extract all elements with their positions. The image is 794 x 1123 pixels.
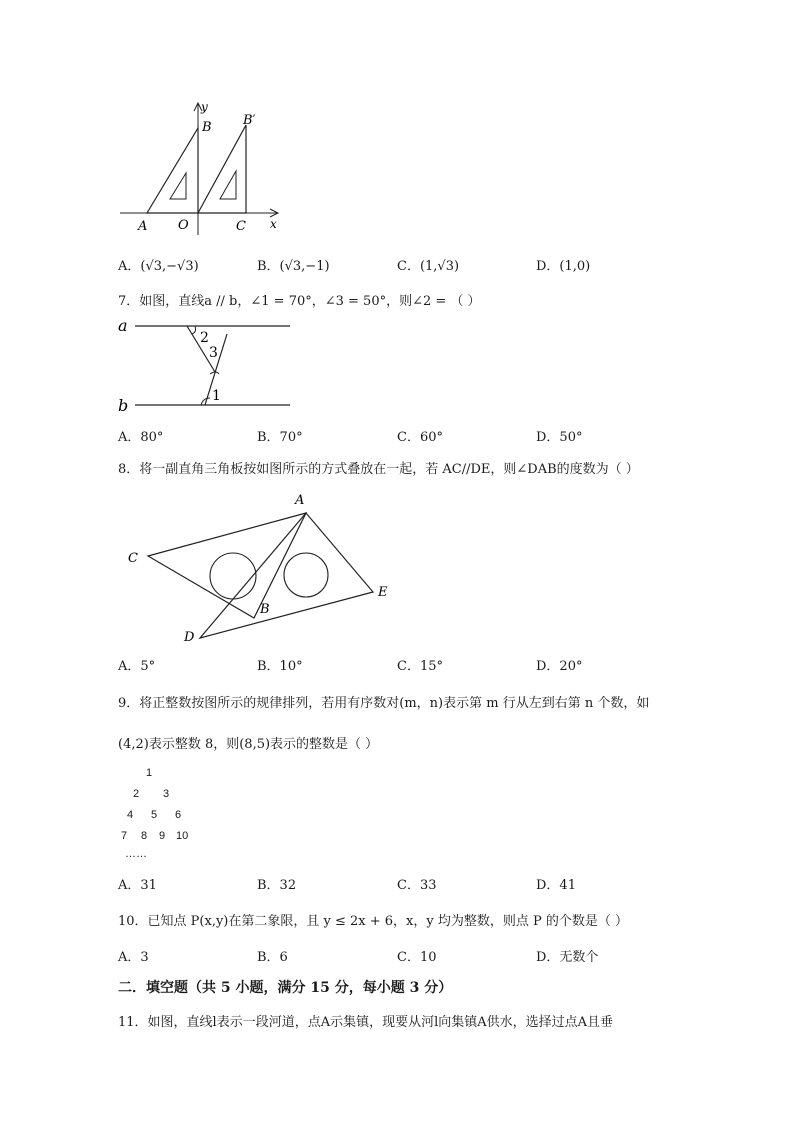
q9-option-c[interactable]: C．33 (397, 878, 437, 893)
q7-figure (115, 312, 305, 417)
q6-figure (110, 95, 310, 240)
q7-option-b[interactable]: B．70° (257, 430, 303, 445)
q10-question: 10．已知点 P(x,y)在第二象限，且 y ≤ 2x + 6，x，y 均为整数，则点 P 的个数是（ ） (118, 914, 628, 929)
q9-option-d[interactable]: D．41 (536, 878, 576, 893)
triangle-number-5: 5 (151, 809, 158, 821)
q9-question-line1: 9．将正整数按图所示的规律排列，若用有序数对(m，n)表示第 m 行从左到右第 n 个数，如 (118, 696, 650, 711)
point-o-label: O (178, 218, 189, 233)
triangle-number-4: 4 (127, 809, 134, 821)
triangle-number-7: 7 (121, 830, 128, 842)
point-b-prime-label: B′ (243, 113, 256, 128)
q6-option-b[interactable]: B．(√3,−1) (257, 259, 330, 274)
q7-question: 7．如图，直线a // b，∠1 = 70°，∠3 = 50°，则∠2 = （ ） (118, 294, 481, 309)
point-b-label: B (202, 120, 212, 135)
q10-option-c[interactable]: C．10 (397, 950, 437, 965)
y-axis-label: y (201, 100, 208, 114)
q7-option-a[interactable]: A．80° (118, 430, 164, 445)
q7-option-c[interactable]: C．60° (397, 430, 443, 445)
angle-1-label: 1 (212, 388, 221, 404)
section-2-title: 二．填空题（共 5 小题，满分 15 分，每小题 3 分） (118, 980, 453, 996)
angle-3-label: 3 (209, 345, 218, 361)
point-d-label: D (184, 630, 195, 645)
q8-option-b[interactable]: B．10° (257, 659, 303, 674)
point-c-label: C (236, 219, 246, 234)
line-a-label: a (118, 316, 128, 335)
x-axis-label: x (270, 217, 277, 231)
triangle-number-10: 10 (176, 830, 189, 842)
q8-option-c[interactable]: C．15° (397, 659, 443, 674)
q6-option-a[interactable]: A．(√3,−√3) (118, 259, 199, 274)
q8-figure (120, 488, 400, 648)
point-e-label: E (378, 585, 388, 600)
line-b-label: b (118, 396, 129, 415)
point-a-label: A (295, 493, 305, 508)
q6-option-d[interactable]: D．(1,0) (536, 259, 591, 274)
q11-question: 11．如图，直线l表示一段河道，点A示集镇，现要从河l向集镇A供水，选择过点A且垂 (118, 1015, 614, 1030)
triangle-ellipsis: …… (125, 848, 147, 860)
point-c-label: C (128, 551, 138, 566)
q9-option-b[interactable]: B．32 (257, 878, 297, 893)
q10-option-a[interactable]: A．3 (118, 950, 149, 965)
q7-option-d[interactable]: D．50° (536, 430, 583, 445)
triangle-number-3: 3 (163, 788, 170, 800)
angle-2-label: 2 (200, 330, 209, 346)
q8-option-a[interactable]: A．5° (118, 659, 156, 674)
q8-option-d[interactable]: D．20° (536, 659, 583, 674)
point-a-label: A (138, 219, 148, 234)
triangle-number-9: 9 (159, 830, 166, 842)
q9-question-line2: (4,2)表示整数 8，则(8,5)表示的整数是（ ） (118, 737, 379, 752)
point-b-label: B (260, 602, 270, 617)
q8-question: 8．将一副直角三角板按如图所示的方式叠放在一起，若 AC//DE，则∠DAB的度数为（ ） (118, 462, 639, 477)
q10-option-b[interactable]: B．6 (257, 950, 288, 965)
triangle-number-8: 8 (141, 830, 148, 842)
q9-option-a[interactable]: A．31 (118, 878, 157, 893)
q6-option-c[interactable]: C．(1,√3) (397, 259, 460, 274)
q10-option-d[interactable]: D．无数个 (536, 950, 599, 965)
triangle-number-1: 1 (146, 767, 153, 779)
triangle-number-6: 6 (175, 809, 182, 821)
triangle-number-2: 2 (133, 788, 140, 800)
